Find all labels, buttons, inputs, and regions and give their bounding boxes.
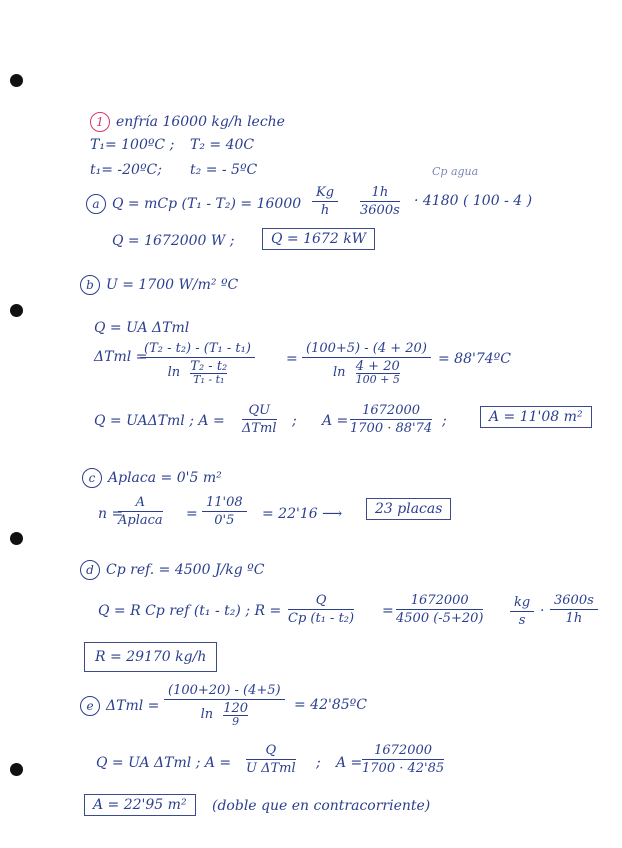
area-label: A = — [336, 755, 363, 771]
heat-result: Q = 1672000 W ; — [112, 233, 235, 249]
temp-t1: T₁= 100ºC ; — [90, 137, 175, 153]
area-parallel-fraction-numeric: $\frac{1672000}{1700 \cdot 42'85}$ — [362, 743, 445, 776]
section-a-label: a — [86, 194, 106, 214]
section-d-label: d — [80, 560, 100, 580]
area-parallel-equation: Q = UA ΔTml ; A = — [96, 755, 232, 771]
result-box-plates: 23 placas — [366, 498, 451, 520]
equals-sign: = — [382, 603, 394, 619]
problem-number: 1 — [90, 112, 110, 132]
lmtd-general-fraction: (T₂ - t₂) - (T₁ - t₁) ln T₂ - t₂ T₁ - t₁ — [140, 342, 255, 385]
section-b-label: b — [80, 275, 100, 295]
heat-equation: Q = UA ΔTml — [94, 320, 190, 336]
binder-hole — [10, 532, 23, 545]
lmtd-result: = 88'74ºC — [438, 351, 511, 367]
lmtd-parallel-fraction: (100+20) - (4+5) ln 120 9 — [164, 684, 285, 727]
refrigerant-cp: Cp ref. = 4500 J/kg ºC — [106, 562, 265, 578]
area-fraction-numeric: $\frac{1672000}{1700 \cdot 88'74}$ — [350, 403, 433, 436]
problem-title — [90, 112, 285, 132]
lmtd-label-parallel: ΔTml = — [106, 698, 160, 714]
plates-fraction-numeric: $\frac{11'08}{0'5}$ — [202, 496, 247, 527]
section-a-tail: · 4180 ( 100 - 4 ) — [414, 193, 533, 209]
lmtd-numeric-fraction: (100+5) - (4 + 20) ln 4 + 20 100 + 5 — [302, 342, 431, 385]
area-label: A = — [322, 413, 349, 429]
overall-coefficient: U = 1700 W/m² ºC — [106, 277, 239, 293]
fraction-kg-h: $\frac{Kg}{h}$ — [312, 186, 338, 217]
result-box-flow: R = 29170 kg/h — [84, 642, 217, 672]
temp-t2: T₂ = 40C — [190, 137, 255, 153]
separator: ; — [292, 413, 297, 429]
result-box-area: A = 11'08 m² — [480, 406, 592, 428]
section-e-line1 — [80, 696, 159, 716]
section-c-line1 — [82, 468, 222, 488]
section-d-line1 — [80, 560, 264, 580]
equals-sign: = — [186, 506, 198, 522]
section-c-label: c — [82, 468, 102, 488]
result-box-area-parallel: A = 22'95 m² — [84, 794, 196, 816]
lmtd-parallel-result: = 42'85ºC — [294, 697, 367, 713]
binder-hole — [10, 763, 23, 776]
separator: ; — [316, 755, 321, 771]
fraction-kg-s: $\frac{kg}{s}$ — [510, 596, 534, 627]
cp-note: Cp agua — [432, 165, 479, 178]
binder-hole — [10, 74, 23, 87]
plates-result: = 22'16 ⟶ — [262, 506, 343, 522]
temp-e1: t₁= -20ºC; — [90, 162, 162, 178]
flow-fraction-numeric: $\frac{1672000}{4500 (-5+20)}$ — [396, 593, 484, 626]
fraction-seconds-hour: $\frac{3600s}{1h}$ — [550, 594, 598, 625]
plate-area: Aplaca = 0'5 m² — [108, 470, 222, 486]
section-a-line1 — [86, 194, 301, 214]
comparison-note: (doble que en contracorriente) — [212, 798, 431, 814]
temp-e2: t₂ = - 5ºC — [190, 162, 258, 178]
plates-label: n = — [98, 506, 124, 522]
heat-formula: Q = mCp (T₁ - T₂) = 16000 — [112, 196, 302, 212]
fraction-hour-seconds: $\frac{1h}{3600s}$ — [360, 185, 400, 218]
result-box-heat: Q = 1672 kW — [262, 228, 375, 250]
section-b-line1 — [80, 275, 238, 295]
lmtd-label: ΔTml = — [94, 349, 148, 365]
binder-hole — [10, 304, 23, 317]
equals-sign: = — [286, 351, 298, 367]
refrigerant-flow-equation: Q = R Cp ref (t₁ - t₂) ; R = — [98, 603, 282, 619]
area-fraction-symbolic: QU ΔTml — [242, 403, 277, 436]
separator: ; — [442, 413, 447, 429]
area-parallel-fraction-symbolic: Q U ΔTml — [246, 743, 296, 776]
flow-fraction-symbolic: $\frac{Q}{\text{Cp (t₁ - t₂)}}$ — [288, 593, 355, 626]
problem-statement: enfría 16000 kg/h leche — [116, 114, 285, 130]
plates-fraction-symbolic: A Aplaca — [118, 495, 163, 528]
multiply-dot: · — [540, 603, 545, 619]
section-e-label: e — [80, 696, 100, 716]
area-equation: Q = UAΔTml ; A = — [94, 413, 225, 429]
